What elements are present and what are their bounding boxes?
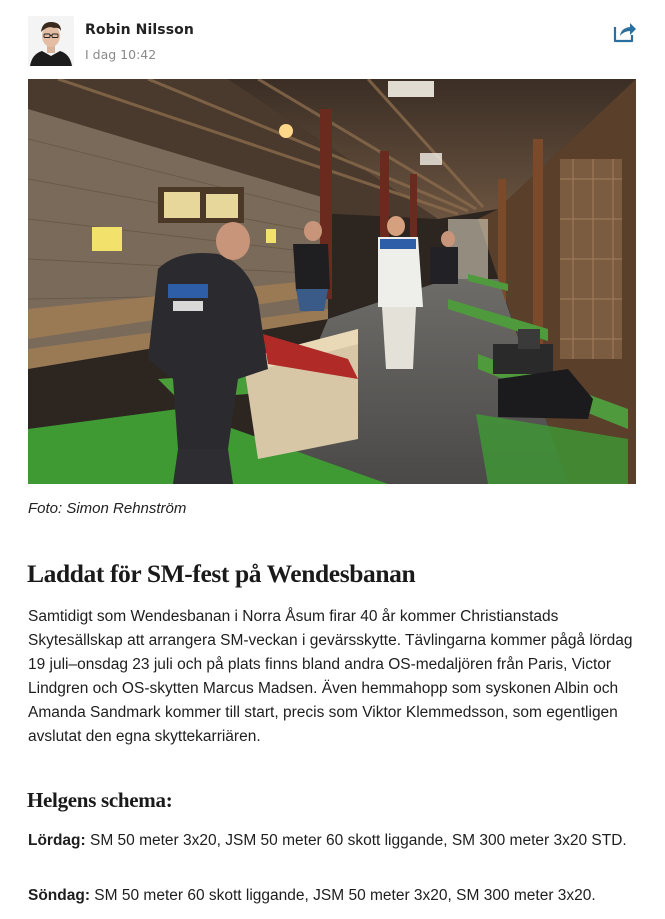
avatar[interactable]: [28, 16, 74, 66]
schedule-day-label: Söndag:: [28, 887, 90, 904]
article-photo[interactable]: [28, 79, 636, 484]
share-icon: [612, 20, 638, 44]
schedule-events: SM 50 meter 60 skott liggande, JSM 50 meter 3x20, SM 300 meter 3x20.: [90, 887, 596, 904]
author-row: [28, 16, 640, 68]
share-button[interactable]: [612, 20, 638, 44]
schedule-sunday: [28, 884, 640, 908]
schedule-events: SM 50 meter 3x20, JSM 50 meter 60 skott liggande, SM 300 meter 3x20 STD.: [85, 832, 627, 849]
avatar-photo: [28, 16, 74, 66]
article-body: Samtidigt som Wendesbanan i Norra Åsum firar 40 år kommer Christianstads Skytesällskap att arrangera SM-veckan i gevärsskytte. Tävlingarna kommer pågå lördag 19 juli–onsdag 23 juli och på plats finns bland andra OS-medaljören från Paris, Victor Lindgren och OS-skytten Marcus Madsen. Även hemmahopp som syskonen Albin och Amanda Sandmark kommer till start, precis som Viktor Klemmedsson, som egentligen avslutat den egna skyttekarriären.: [28, 608, 633, 745]
author-name[interactable]: Robin Nilsson: [85, 22, 194, 38]
shooting-range-image: [28, 79, 636, 484]
schedule-heading: Helgens schema:: [27, 788, 173, 812]
photo-caption: Foto: Simon Rehnström: [28, 500, 187, 517]
schedule-saturday: [28, 829, 640, 853]
schedule-day-label: Lördag:: [28, 832, 86, 849]
publish-time: I dag 10:42: [85, 47, 157, 62]
article-headline: Laddat för SM-fest på Wendesbanan: [27, 559, 416, 588]
